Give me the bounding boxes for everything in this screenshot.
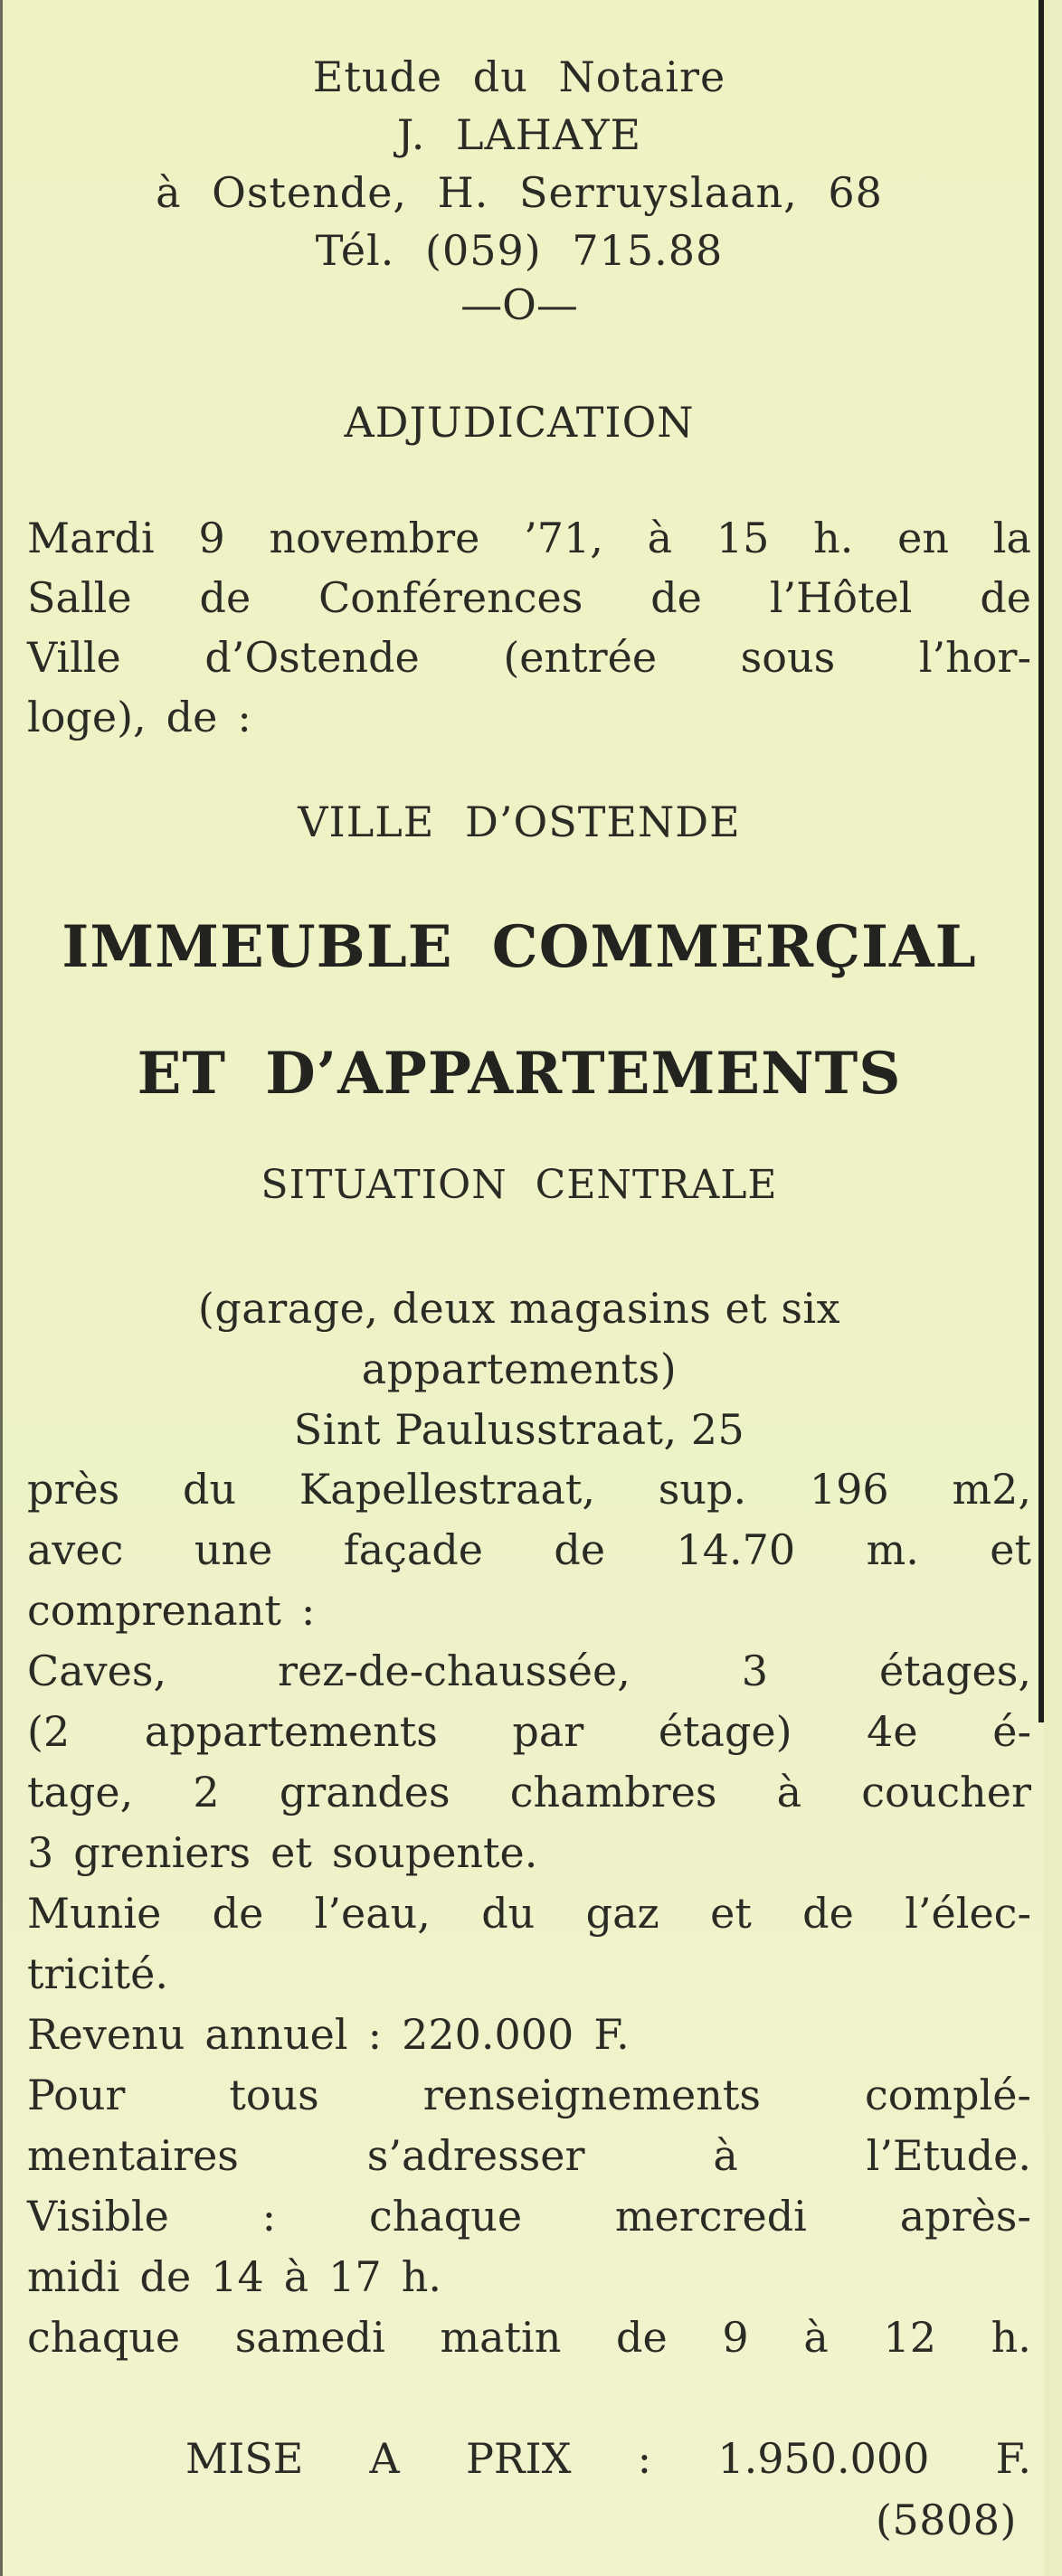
price-word: 1.950.000 xyxy=(717,2434,930,2483)
description-word: m. xyxy=(866,1525,919,1574)
description-word: chaque xyxy=(368,2192,523,2241)
description-word: tage, xyxy=(27,1768,134,1816)
description-word: complé- xyxy=(864,2071,1031,2119)
description-line xyxy=(27,2010,1031,2059)
description-word: après- xyxy=(899,2192,1031,2241)
description-word: à xyxy=(803,2313,829,2362)
description-word: greniers xyxy=(73,1828,251,1877)
description-word: renseignements xyxy=(422,2071,761,2119)
property-subtitle: SITUATION CENTRALE xyxy=(261,1162,778,1208)
description-word: Pour xyxy=(27,2071,126,2119)
description-word: chaque xyxy=(27,2313,181,2362)
intro-word: Ville xyxy=(27,633,121,682)
description-word: comprenant xyxy=(27,1586,281,1635)
price-word: PRIX xyxy=(465,2434,572,2483)
description-word: l’élec- xyxy=(905,1889,1031,1938)
description-word: 4e xyxy=(867,1707,918,1756)
description-address: Sint Paulusstraat, 25 xyxy=(293,1405,745,1454)
intro-line xyxy=(27,633,1031,682)
description-word: 3 xyxy=(741,1647,769,1695)
description-word: Munie xyxy=(27,1889,162,1938)
description-word: coucher xyxy=(861,1768,1031,1816)
description-line xyxy=(27,1828,1031,1877)
paper-margin xyxy=(1044,0,1062,2576)
description-line xyxy=(27,1465,1031,1514)
description-word: 12 xyxy=(883,2313,936,2362)
header-phone: Tél. (059) 715.88 xyxy=(315,226,724,275)
intro-word: 9 xyxy=(198,514,225,562)
intro-word: de xyxy=(199,573,251,622)
description-word: annuel xyxy=(204,2010,348,2059)
price-word: : xyxy=(637,2434,652,2483)
intro-word: sous xyxy=(740,633,836,682)
intro-word: 15 xyxy=(716,514,770,562)
description-line xyxy=(27,1586,1031,1635)
description-word: Visible xyxy=(27,2192,169,2241)
intro-word: de xyxy=(980,573,1031,622)
description-line xyxy=(27,2252,1031,2301)
intro-word: (entrée xyxy=(503,633,658,682)
description-word: appartements xyxy=(144,1707,438,1756)
description-word: par xyxy=(512,1707,584,1756)
description-word: chambres xyxy=(509,1768,717,1816)
property-title-line2: ET D’APPARTEMENTS xyxy=(137,1040,902,1108)
header-name: J. LAHAYE xyxy=(396,110,642,159)
description-word: tous xyxy=(229,2071,319,2119)
description-word: samedi xyxy=(234,2313,385,2362)
price-line xyxy=(185,2434,1031,2483)
description-word: 14 xyxy=(211,2252,264,2301)
description-word: mercredi xyxy=(614,2192,807,2241)
intro-word: : xyxy=(237,693,251,741)
description-word: gaz xyxy=(585,1889,659,1938)
description-word: soupente. xyxy=(331,1828,538,1877)
header-address: à Ostende, H. Serruyslaan, 68 xyxy=(156,168,883,217)
property-title-line1: IMMEUBLE COMMERÇIAL xyxy=(62,913,977,981)
description-word: Caves, xyxy=(27,1647,167,1695)
intro-word: loge), xyxy=(27,693,147,741)
header-divider: —O— xyxy=(460,280,578,329)
description-word: étages, xyxy=(878,1647,1031,1695)
description-line xyxy=(27,2192,1031,2241)
description-word: du xyxy=(183,1465,237,1514)
seller-name: VILLE D’OSTENDE xyxy=(298,797,741,846)
description-word: tricité. xyxy=(27,1949,168,1998)
description-word: m2, xyxy=(952,1465,1031,1514)
description-word: 3 xyxy=(27,1828,54,1877)
description-word: Revenu xyxy=(27,2010,185,2059)
description-word: h. xyxy=(991,2313,1031,2362)
description-word: de xyxy=(802,1889,854,1938)
intro-word: novembre xyxy=(269,514,480,562)
description-word: à xyxy=(776,1768,802,1816)
description-line xyxy=(27,1949,1031,1998)
description-word: de xyxy=(139,2252,192,2301)
description-word: midi xyxy=(27,2252,120,2301)
description-word: l’eau, xyxy=(314,1889,431,1938)
description-line xyxy=(27,2131,1031,2180)
description-word: 17 xyxy=(328,2252,382,2301)
description-word: l’Etude. xyxy=(866,2131,1031,2180)
intro-word: h. xyxy=(813,514,854,562)
price-word: MISE xyxy=(185,2434,304,2483)
description-word: 196 xyxy=(809,1465,889,1514)
description-word: de xyxy=(212,1889,264,1938)
description-word: de xyxy=(616,2313,668,2362)
intro-word: Conférences xyxy=(318,573,583,622)
description-word: façade xyxy=(343,1525,484,1574)
description-word: de xyxy=(554,1525,606,1574)
description-word: étage) xyxy=(658,1707,792,1756)
intro-word: Salle xyxy=(27,573,132,622)
description-word: F. xyxy=(593,2010,630,2059)
intro-word: ’71, xyxy=(524,514,603,562)
intro-word: en xyxy=(897,514,950,562)
description-word: mentaires xyxy=(27,2131,239,2180)
description-word: : xyxy=(367,2010,383,2059)
description-word: 9 xyxy=(722,2313,749,2362)
intro-word: de xyxy=(166,693,218,741)
description-line xyxy=(27,1525,1031,1574)
description-word: à xyxy=(283,2252,309,2301)
description-word: : xyxy=(300,1586,316,1635)
description-line-2: appartements) xyxy=(361,1345,678,1393)
description-word: matin xyxy=(440,2313,562,2362)
intro-line xyxy=(27,573,1031,622)
description-word: é- xyxy=(992,1707,1031,1756)
header-notary: Etude du Notaire xyxy=(312,52,726,101)
description-word: du xyxy=(481,1889,536,1938)
intro-word: l’Hôtel xyxy=(769,573,913,622)
description-word: 220.000 xyxy=(402,2010,574,2059)
intro-word: à xyxy=(647,514,673,562)
description-word: h. xyxy=(401,2252,441,2301)
description-word: 14.70 xyxy=(676,1525,796,1574)
price-word: F. xyxy=(995,2434,1031,2483)
price-word: A xyxy=(369,2434,400,2483)
description-line xyxy=(27,1707,1031,1756)
section-title: ADJUDICATION xyxy=(344,398,695,447)
intro-word: Mardi xyxy=(27,514,155,562)
description-line xyxy=(27,1647,1031,1695)
description-word: grandes xyxy=(279,1768,450,1816)
description-word: s’adresser xyxy=(366,2131,585,2180)
description-word: et xyxy=(710,1889,752,1938)
description-word: près xyxy=(27,1465,120,1514)
description-word: Kapellestraat, xyxy=(299,1465,596,1514)
description-line xyxy=(27,1889,1031,1938)
description-word: avec xyxy=(27,1525,124,1574)
description-word: : xyxy=(261,2192,277,2241)
intro-word: d’Ostende xyxy=(204,633,420,682)
description-word: et xyxy=(270,1828,312,1877)
description-line xyxy=(27,1768,1031,1816)
intro-line xyxy=(27,514,1031,562)
description-word: (2 xyxy=(27,1707,71,1756)
reference-number: (5808) xyxy=(876,2496,1017,2544)
description-word: et xyxy=(990,1525,1031,1574)
description-word: une xyxy=(194,1525,273,1574)
description-word: à xyxy=(713,2131,738,2180)
description-word: 2 xyxy=(193,1768,220,1816)
intro-word: la xyxy=(992,514,1031,562)
description-line xyxy=(27,2071,1031,2119)
description-word: sup. xyxy=(658,1465,747,1514)
description-line-1: (garage, deux magasins et six xyxy=(197,1284,841,1333)
description-word: rez-de-chaussée, xyxy=(277,1647,631,1695)
intro-word: l’hor- xyxy=(918,633,1031,682)
description-line xyxy=(27,2313,1031,2362)
intro-word: de xyxy=(650,573,702,622)
intro-line xyxy=(27,693,1031,741)
